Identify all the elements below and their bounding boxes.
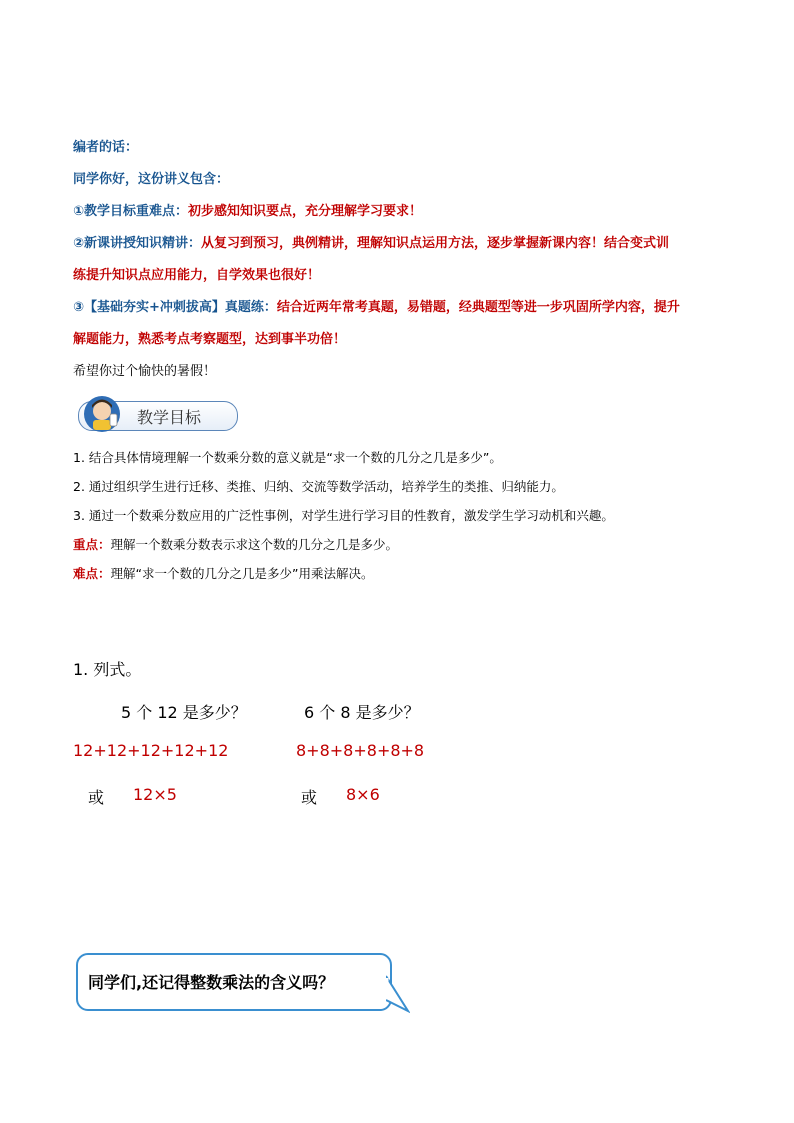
difficulty-point — [73, 564, 373, 582]
intro-item-2-head: ②新课讲授知识精讲： — [73, 236, 202, 251]
intro-item-2-body-line2: 练提升知识点应用能力，自学效果也很好！ — [73, 268, 321, 283]
answer-2-sum: 8+8+8+8+8+8 — [296, 741, 425, 760]
exercise-title: 1. 列式。 — [73, 660, 142, 679]
objectives-banner-title: 教学目标 — [137, 408, 202, 427]
difficulty-point-label: 难点： — [73, 566, 111, 581]
intro-item-3-head: ③【基础夯实+冲刺拔高】真题练： — [73, 300, 277, 315]
intro-greeting: 同学你好，这份讲义包含： — [73, 172, 230, 187]
objective-item-1: 1. 结合具体情境理解一个数乘分数的意义就是“求一个数的几分之几是多少”。 — [73, 450, 502, 465]
key-point-text: 理解一个数乘分数表示求这个数的几分之几是多少。 — [110, 537, 399, 552]
objective-item-2: 2. 通过组织学生进行迁移、类推、归纳、交流等数学活动，培养学生的类推、归纳能力。 — [73, 479, 564, 494]
intro-item-2-body-line1: 从复习到预习，典例精讲，理解知识点运用方法，逐步掌握新课内容！结合变式训 — [201, 236, 670, 251]
intro-heading: 编者的话： — [73, 140, 139, 155]
teacher-avatar-icon — [77, 394, 127, 434]
answer-2-product: 8×6 — [346, 785, 380, 804]
exercise-question-2: 6 个 8 是多少？ — [304, 703, 420, 722]
or-label-1: 或 — [88, 788, 105, 807]
intro-item-1-body: 初步感知知识要点，充分理解学习要求！ — [188, 204, 423, 219]
exercise-question-1: 5 个 12 是多少？ — [121, 703, 247, 722]
intro-closing: 希望你过个愉快的暑假！ — [73, 364, 217, 379]
speech-bubble-text: 同学们,还记得整数乘法的含义吗？ — [88, 973, 335, 992]
speech-bubble — [76, 953, 392, 1011]
intro-item-1-head: ①教学目标重难点： — [73, 204, 189, 219]
objective-item-3: 3. 通过一个数乘分数应用的广泛性事例，对学生进行学习目的性教育，激发学生学习动机和兴趣。 — [73, 508, 614, 523]
intro-item-2 — [73, 232, 669, 251]
answer-1-product: 12×5 — [133, 785, 177, 804]
key-point-label: 重点： — [73, 537, 111, 552]
speech-bubble-tail-icon — [386, 974, 410, 1014]
difficulty-point-text: 理解“求一个数的几分之几是多少”用乘法解决。 — [110, 566, 374, 581]
intro-item-3-body-line2: 解题能力，熟悉考点考察题型，达到事半功倍！ — [73, 332, 347, 347]
intro-item-1 — [73, 200, 422, 219]
intro-item-3 — [73, 296, 680, 315]
or-label-2: 或 — [301, 788, 318, 807]
key-point — [73, 535, 398, 553]
intro-item-3-body-line1: 结合近两年常考真题，易错题，经典题型等进一步巩固所学内容，提升 — [276, 300, 680, 315]
answer-1-sum: 12+12+12+12+12 — [73, 741, 229, 760]
